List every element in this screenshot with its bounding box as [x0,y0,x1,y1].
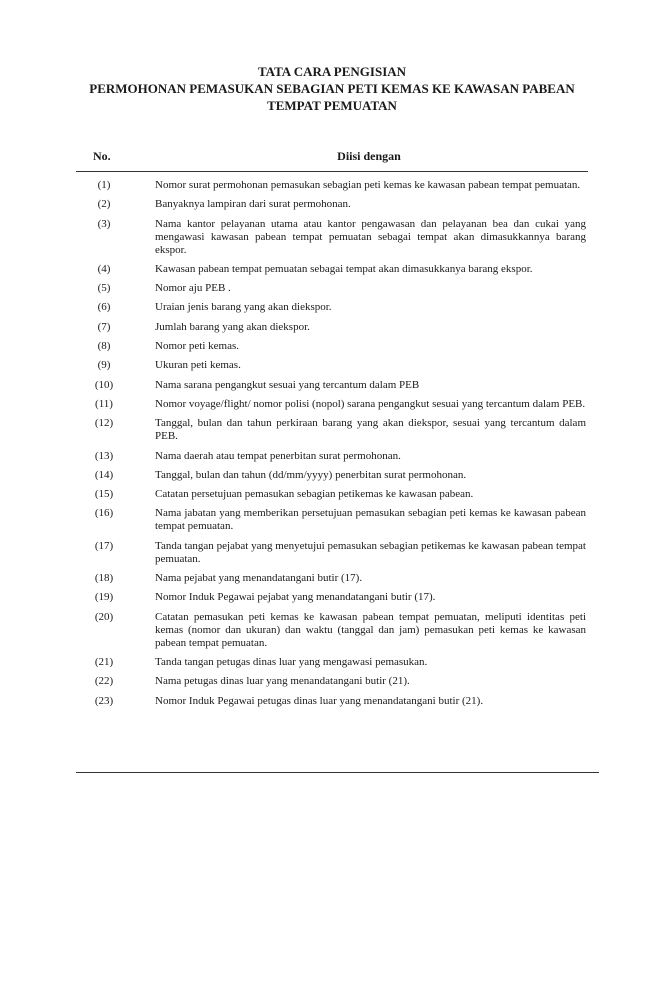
item-number: (8) [97,340,111,353]
list-item [76,198,586,211]
item-number: (21) [94,655,114,668]
item-number: (12) [94,417,114,430]
title-line-2: PERMOHONAN PEMASUKAN SEBAGIAN PETI KEMAS KE KAWASAN PABEAN [89,81,575,96]
item-number: (6) [97,301,111,314]
list-item [76,488,586,501]
item-description: Tanda tangan petugas dinas luar yang mengawasi pemasukan. [155,655,428,668]
item-number: (7) [97,320,111,333]
item-description: Nama petugas dinas luar yang menandatangani butir (21). [155,675,410,688]
item-number: (18) [94,572,114,585]
item-description: Kawasan pabean tempat pemuatan sebagai tempat akan dimasukkanya barang ekspor. [155,262,533,275]
item-number: (20) [94,610,114,623]
item-number: (17) [94,539,114,552]
list-item [76,675,586,688]
list-item [76,263,586,276]
list-item [76,417,586,443]
item-description: Uraian jenis barang yang akan diekspor. [155,301,332,314]
item-number: (9) [97,359,111,372]
item-description: Catatan pemasukan peti kemas ke kawasan pabean tempat pemuatan, meliputi identitas peti kemas (nomor dan ukuran) dan waktu (tanggal dan jam) pemasukan peti kemas ke kawasan pabean tempat pemuatan. [155,610,586,649]
item-description: Banyaknya lampiran dari surat permohonan. [155,198,351,211]
item-description: Ukuran peti kemas. [155,359,241,372]
item-description: Nomor peti kemas. [155,340,240,353]
list-item [76,695,586,708]
instruction-list [76,179,586,714]
item-description: Nama pejabat yang menandatangani butir (17). [155,572,363,585]
item-description: Nama kantor pelayanan utama atau kantor pengawasan dan pelayanan bea dan cukai yang mengawasi kawasan pabean tempat pemuatan sebagai tempat akan dimasukkannya barang ekspor. [155,217,586,256]
footer-divider [76,772,599,773]
item-number: (1) [97,179,111,191]
list-item [76,218,586,257]
list-item [76,611,586,650]
list-item [76,282,586,295]
item-number: (15) [94,488,114,501]
list-item [76,179,586,192]
list-item [76,507,586,533]
item-number: (23) [94,694,114,707]
item-description: Tanda tangan pejabat yang menyetujui pemasukan sebagian petikemas ke kawasan pabean tempat pemuatan. [155,539,586,565]
item-number: (3) [97,217,111,230]
list-item [76,359,586,372]
item-description: Tanggal, bulan dan tahun perkiraan barang yang akan diekspor, sesuai yang tercantum dalam PEB. [155,417,586,443]
list-item [76,379,586,392]
item-description: Catatan persetujuan pemasukan sebagian petikemas ke kawasan pabean. [155,488,474,501]
item-description: Nomor Induk Pegawai petugas dinas luar yang menandatangani butir (21). [155,694,484,707]
column-header-description: Diisi dengan [337,149,401,163]
item-description: Jumlah barang yang akan diekspor. [155,320,310,333]
list-item [76,540,586,566]
column-header-no: No. [93,149,111,163]
item-number: (10) [94,378,114,391]
item-description: Nomor aju PEB . [155,282,231,295]
list-item [76,469,586,482]
item-description: Nomor Induk Pegawai pejabat yang menandatangani butir (17). [155,591,436,604]
list-item [76,572,586,585]
list-item [76,321,586,334]
item-description: Nomor surat permohonan pemasukan sebagian peti kemas ke kawasan pabean tempat pemuatan. [155,179,581,191]
item-number: (11) [95,397,113,410]
item-number: (22) [94,675,114,688]
item-number: (4) [97,262,111,275]
item-number: (2) [97,198,111,211]
title-line-1: TATA CARA PENGISIAN [257,64,407,79]
title-line-3: TEMPAT PEMUATAN [267,98,397,113]
item-number: (16) [94,507,114,520]
item-description: Tanggal, bulan dan tahun (dd/mm/yyyy) penerbitan surat permohonan. [155,468,467,481]
list-item [76,591,586,604]
item-description: Nama daerah atau tempat penerbitan surat permohonan. [155,449,401,462]
item-description: Nomor voyage/flight/ nomor polisi (nopol) sarana pengangkut sesuai yang tercantum dalam PEB. [155,397,586,410]
item-number: (5) [97,282,111,295]
item-number: (13) [94,449,114,462]
list-item [76,301,586,314]
document-title [0,63,654,114]
list-item [76,450,586,463]
item-number: (19) [94,591,114,604]
list-item [76,398,586,411]
header-divider [76,171,588,172]
item-number: (14) [94,468,114,481]
item-description: Nama jabatan yang memberikan persetujuan pemasukan sebagian peti kemas ke kawasan pabean tempat pemuatan. [155,507,586,533]
list-item [76,656,586,669]
list-item [76,340,586,353]
item-description: Nama sarana pengangkut sesuai yang tercantum dalam PEB [155,378,420,391]
